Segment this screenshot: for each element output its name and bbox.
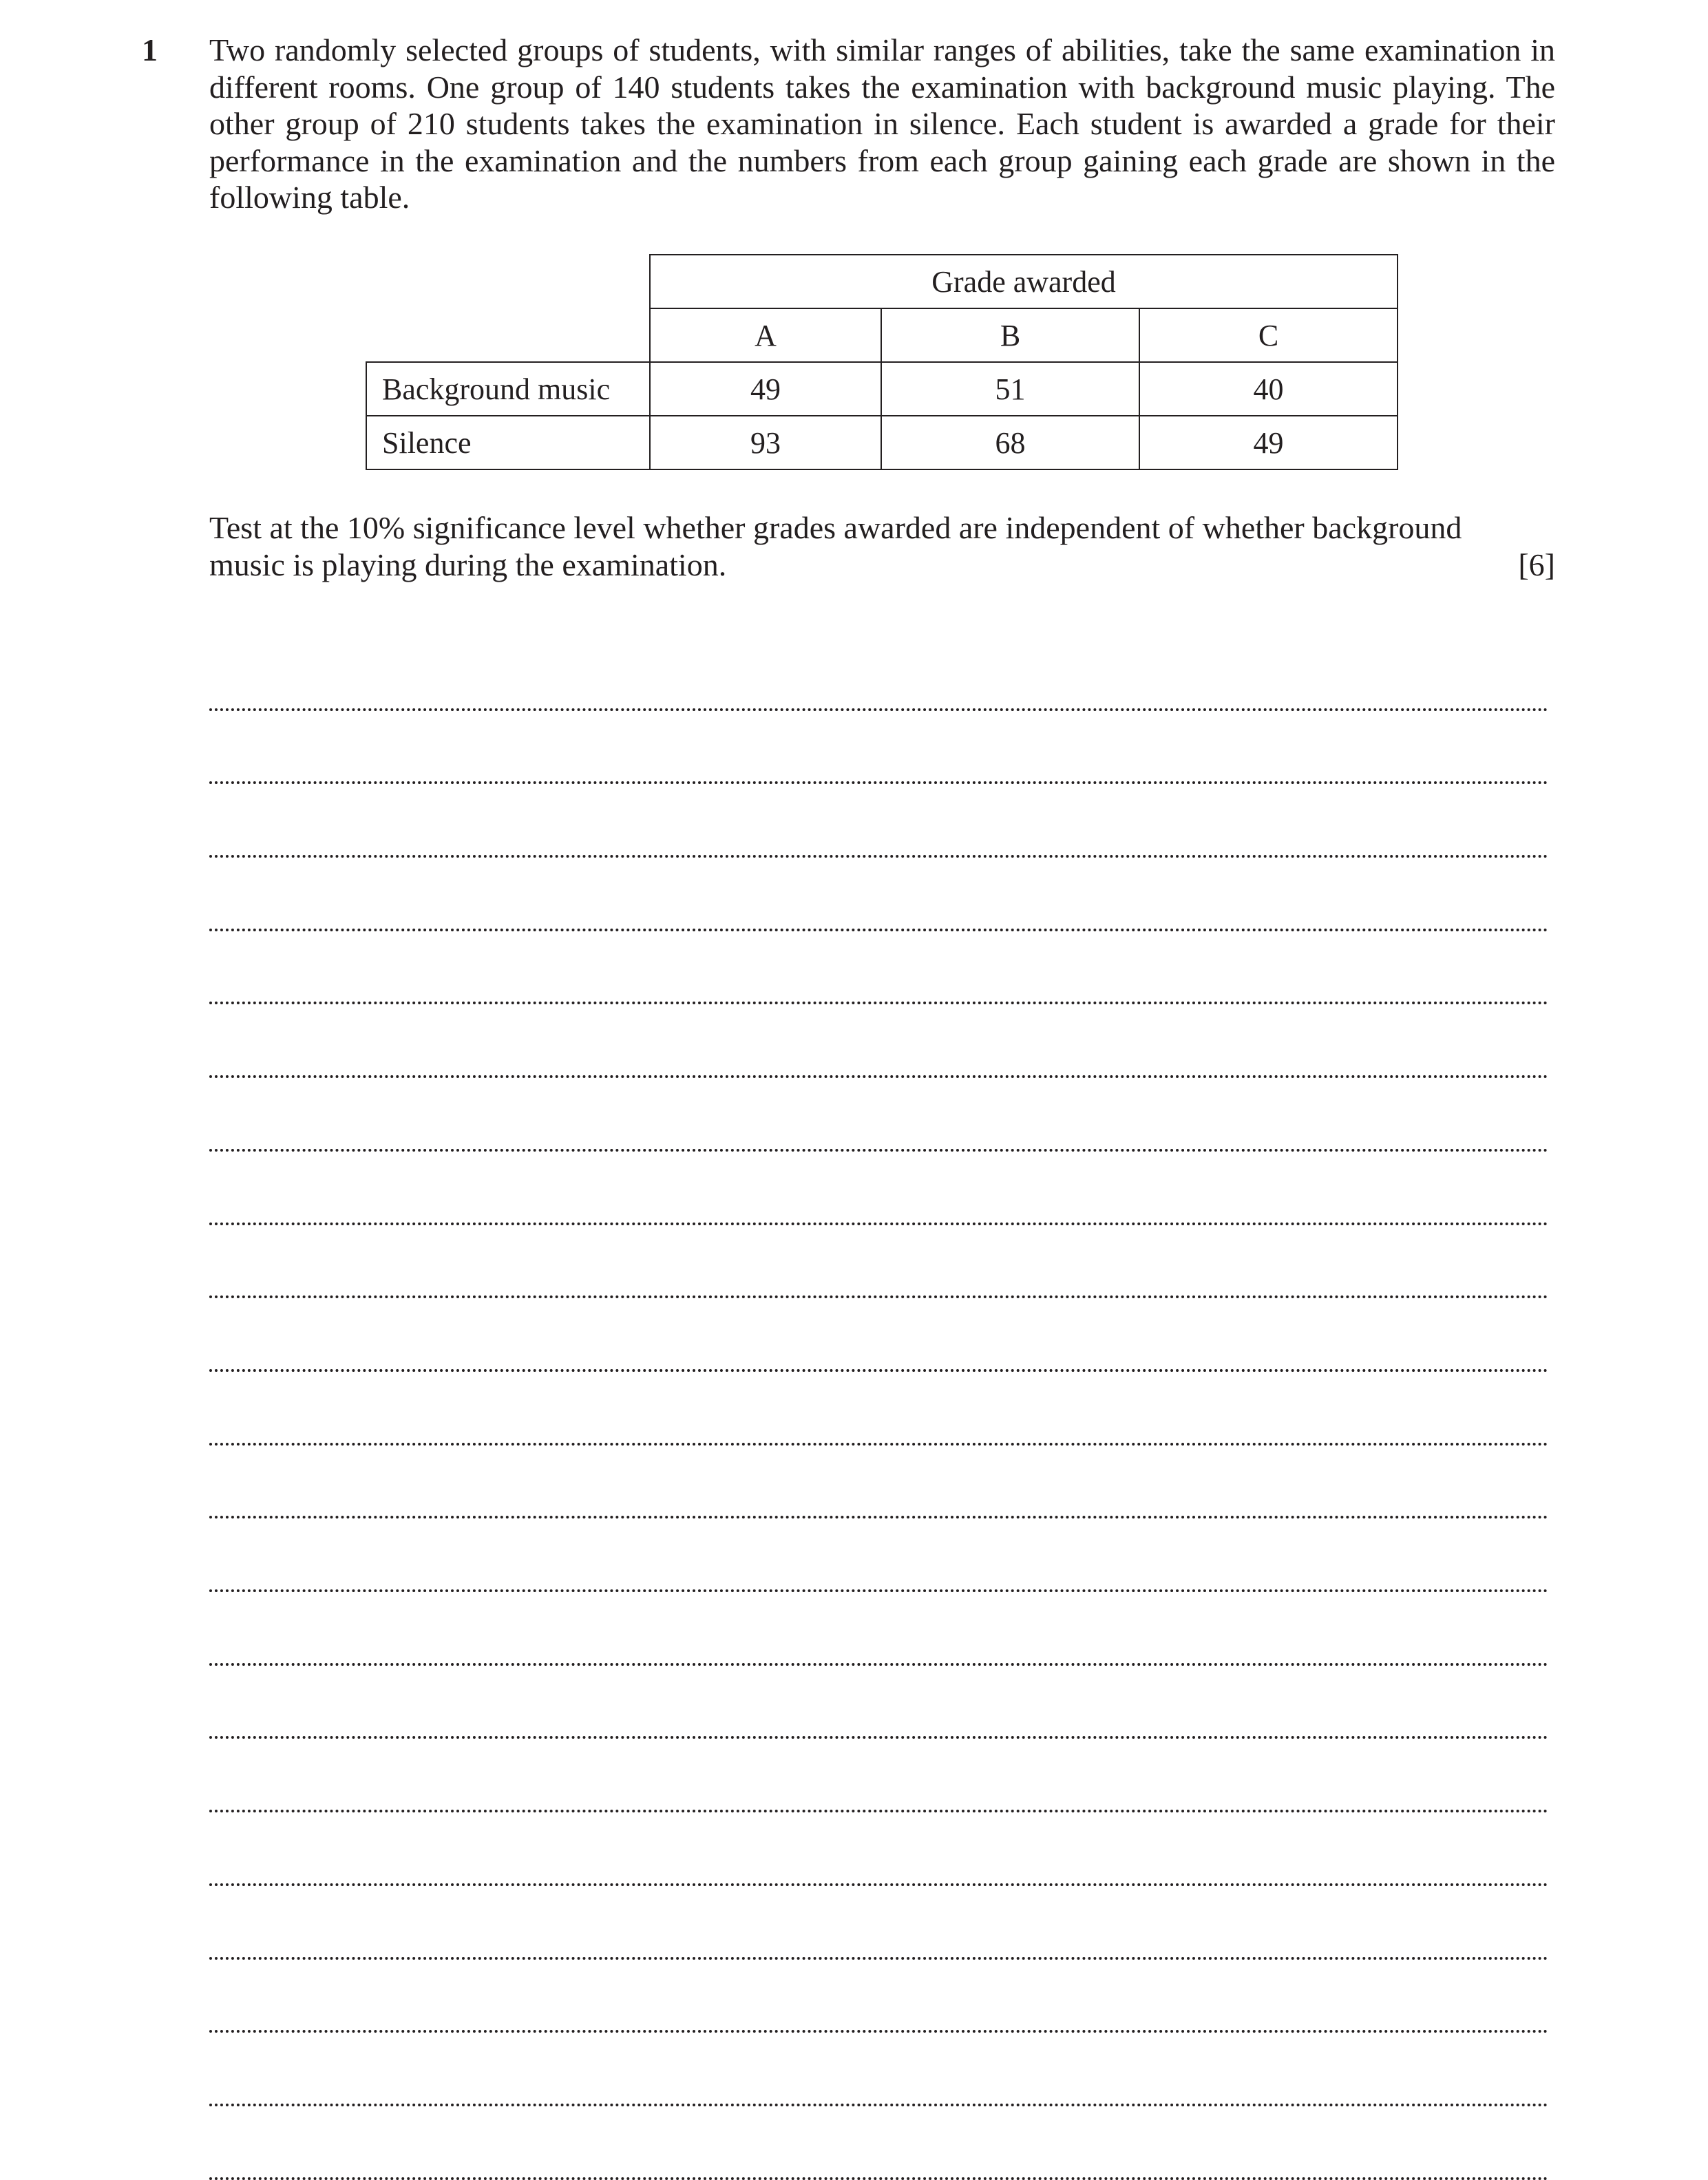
cell-background-music-a: 49: [650, 362, 881, 416]
row-label-background-music: Background music: [366, 362, 650, 416]
question-task: [209, 509, 1555, 583]
answer-line[interactable]: [209, 1739, 1548, 1813]
answer-line[interactable]: [209, 2106, 1548, 2180]
answer-line[interactable]: [209, 1225, 1548, 1299]
answer-line[interactable]: [209, 931, 1548, 1005]
answer-line[interactable]: [209, 2033, 1548, 2106]
answer-line[interactable]: [209, 1886, 1548, 1960]
answer-line[interactable]: [209, 1812, 1548, 1886]
answer-line[interactable]: [209, 1960, 1548, 2033]
table-header-row: [366, 255, 1398, 308]
answer-line[interactable]: [209, 711, 1548, 785]
grade-awarded-header: Grade awarded: [650, 255, 1398, 308]
answer-line[interactable]: [209, 1592, 1548, 1666]
answer-line[interactable]: [209, 1518, 1548, 1592]
task-line-1: Test at the 10% significance level whether grades awarded are independent of whether background: [209, 510, 1462, 545]
grade-table: [366, 254, 1398, 470]
answer-line[interactable]: [209, 1446, 1548, 1519]
answer-line[interactable]: [209, 637, 1548, 711]
table-row: [366, 416, 1398, 469]
table-corner-blank: [366, 308, 650, 362]
cell-silence-b: 68: [881, 416, 1139, 469]
table-corner-blank: [366, 255, 650, 308]
answer-line[interactable]: [209, 784, 1548, 858]
cell-background-music-c: 40: [1139, 362, 1398, 416]
grade-a-header: A: [650, 308, 881, 362]
table-row: [366, 362, 1398, 416]
marks-allocation: [6]: [1518, 547, 1555, 582]
question-intro: Two randomly selected groups of students, with similar ranges of abilities, take the same examination in different rooms. One group of 140 students takes the examination with background music playing. The other group of 210 students takes the examination in silence. Each student is awarded a grade for their performance in the examination and the numbers from each group gaining each grade are shown in the following table.: [209, 32, 1555, 215]
cell-silence-c: 49: [1139, 416, 1398, 469]
grade-letters-row: [366, 308, 1398, 362]
grade-b-header: B: [881, 308, 1139, 362]
row-label-silence: Silence: [366, 416, 650, 469]
task-line-2: music is playing during the examination.: [209, 547, 727, 582]
grade-c-header: C: [1139, 308, 1398, 362]
answer-line[interactable]: [209, 1152, 1548, 1225]
answer-line[interactable]: [209, 1078, 1548, 1152]
answer-line[interactable]: [209, 1666, 1548, 1739]
answer-line[interactable]: [209, 858, 1548, 931]
cell-background-music-b: 51: [881, 362, 1139, 416]
answer-line[interactable]: [209, 1298, 1548, 1372]
answer-line[interactable]: [209, 1005, 1548, 1079]
question-number: 1: [142, 32, 158, 67]
cell-silence-a: 93: [650, 416, 881, 469]
answer-line[interactable]: [209, 1372, 1548, 1446]
task-line-2-row: [209, 547, 1555, 584]
